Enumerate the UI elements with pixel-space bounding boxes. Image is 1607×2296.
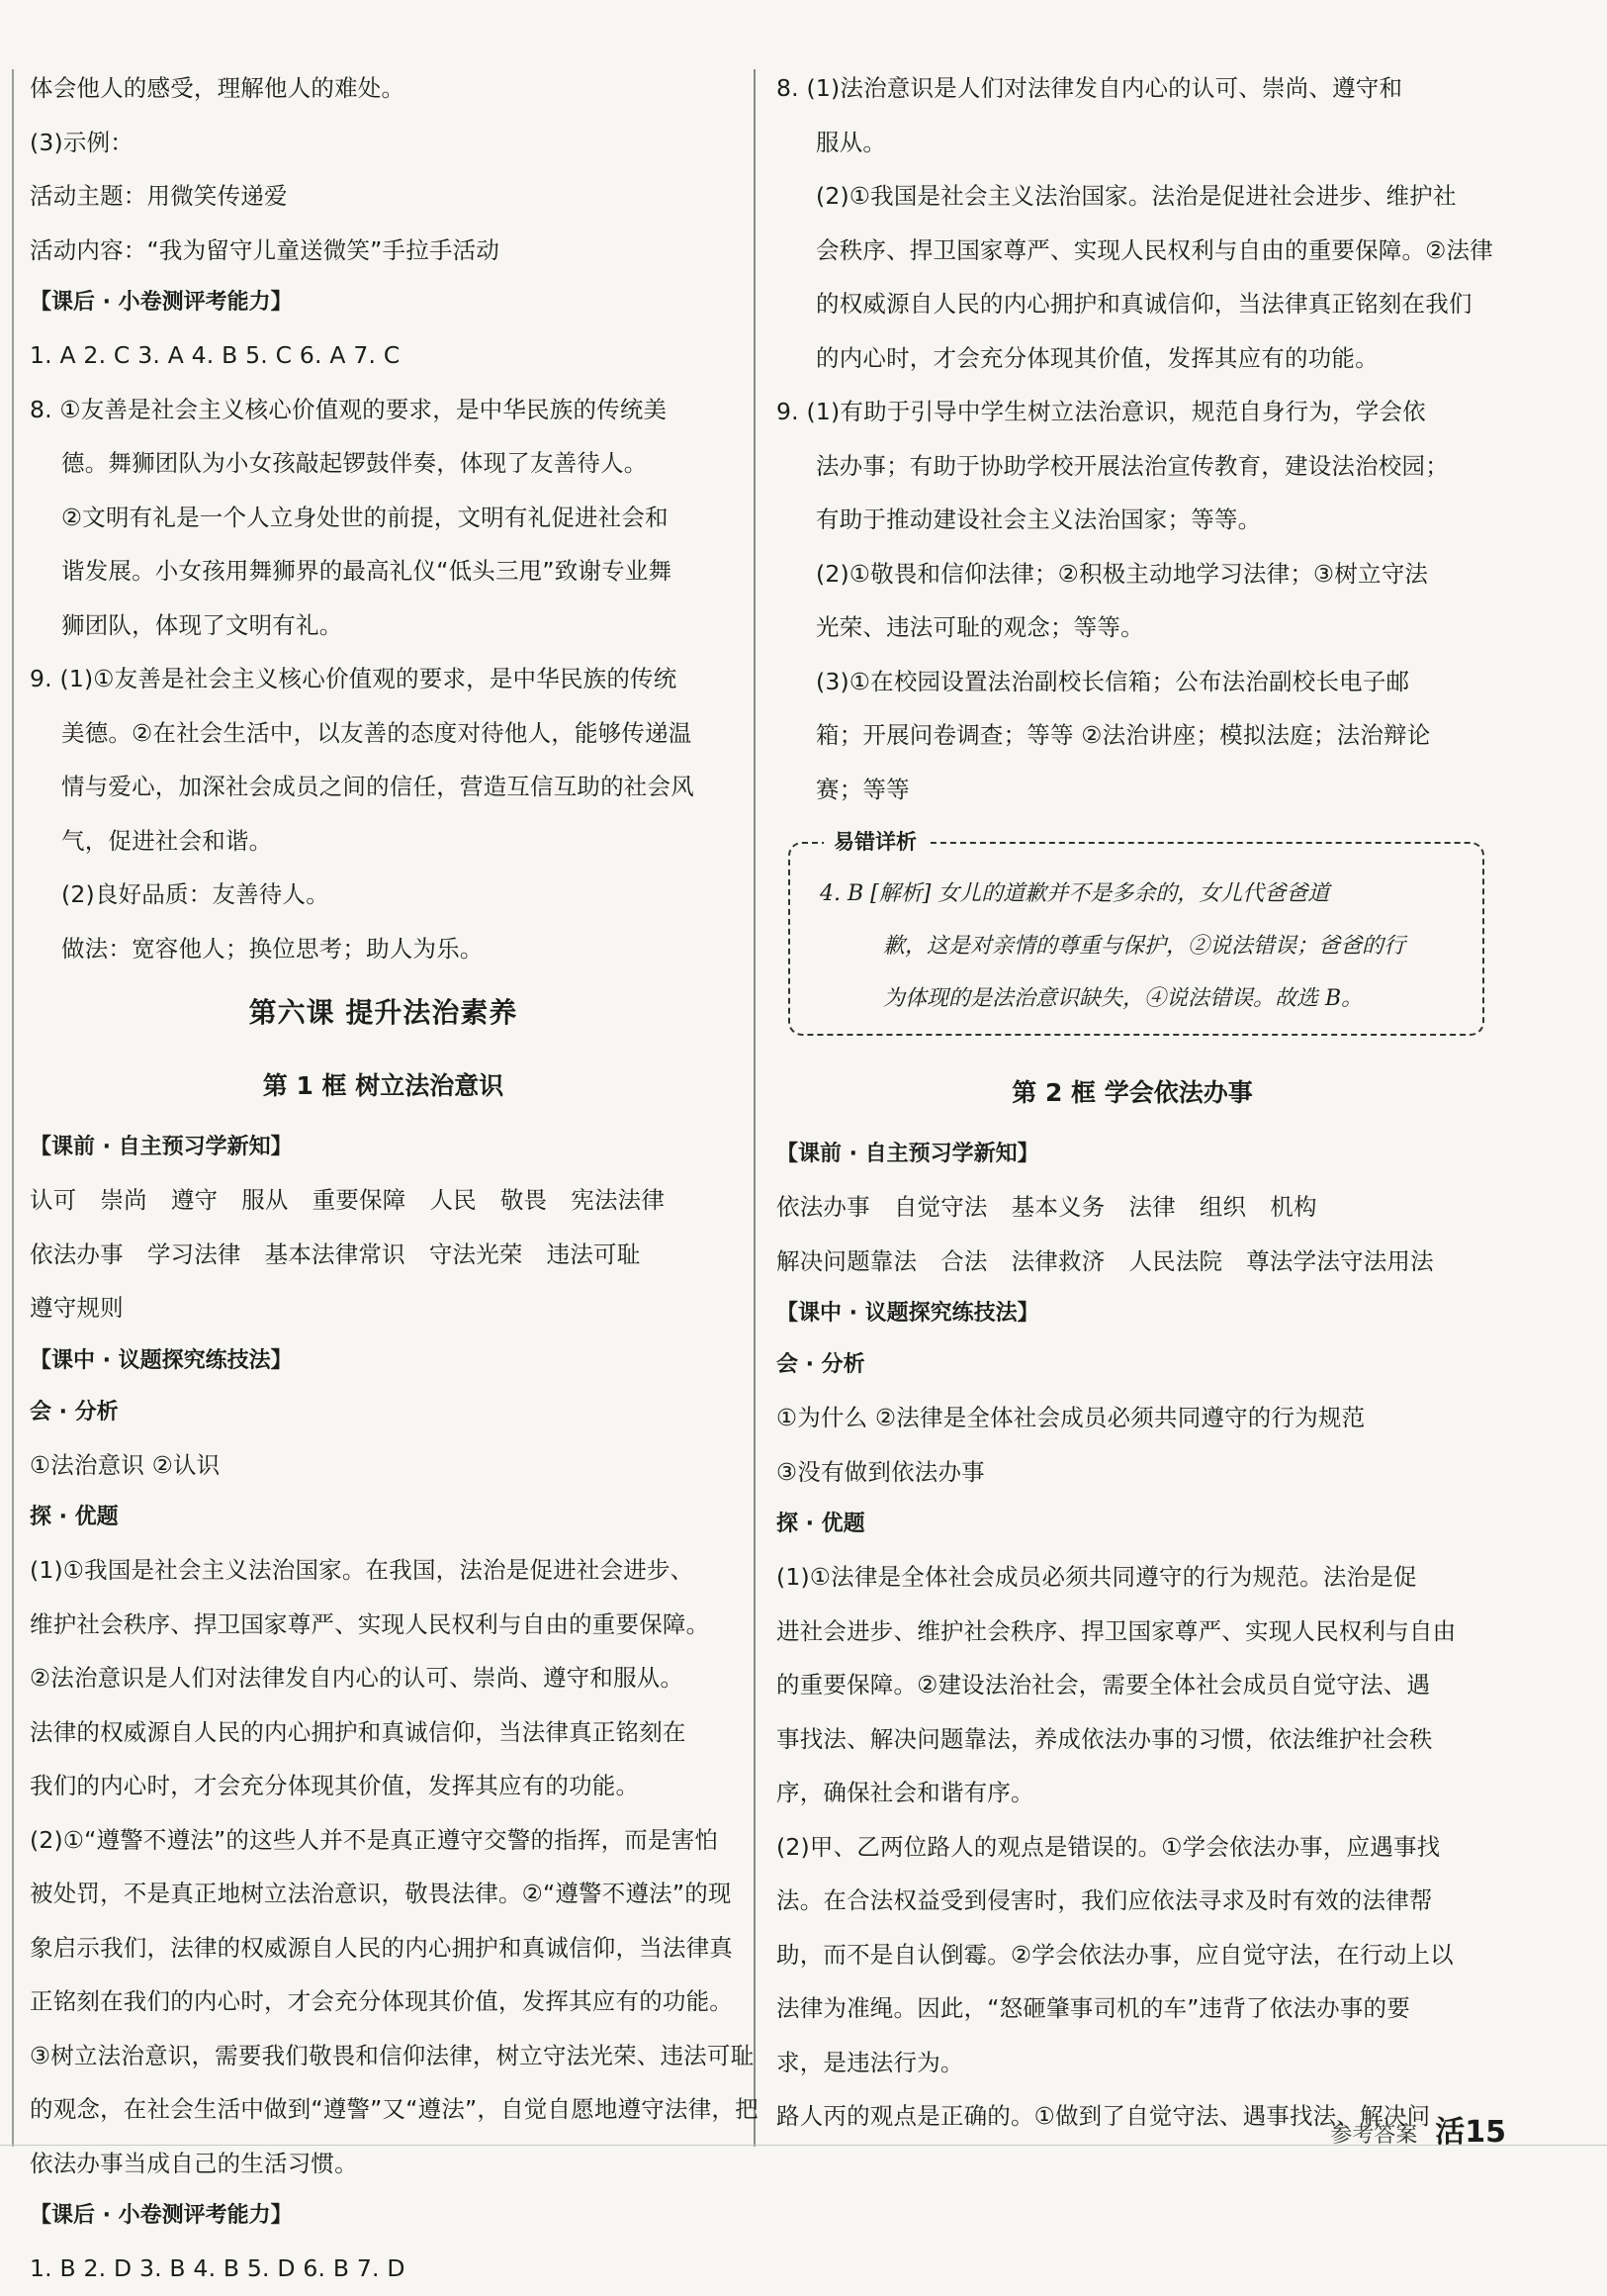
text-line: 8. ①友善是社会主义核心价值观的要求，是中华民族的传统美 [30, 395, 668, 423]
keyword: 认可 [30, 1186, 77, 1214]
text-line: 的内心时，才会充分体现其价值，发挥其应有的功能。 [816, 343, 1379, 372]
subsection-heading: 探 · 优题 [30, 1505, 119, 1529]
text-line: 象启示我们，法律的权威源自人民的内心拥护和真诚信仰，当法律真 [30, 1933, 733, 1962]
text-line: ②文明有礼是一个人立身处世的前提，文明有礼促进社会和 [61, 503, 669, 531]
keyword-row [30, 1173, 737, 1228]
text-line: 德。舞狮团队为小女孩敲起锣鼓伴奏，体现了友善待人。 [61, 449, 648, 477]
text-line: (2)良好品质：友善待人。 [61, 880, 329, 908]
text-line: 事找法、解决问题靠法，养成依法办事的习惯，依法维护社会秩 [776, 1724, 1433, 1753]
text-line: 的权威源自人民的内心拥护和真诚信仰，当法律真正铭刻在我们 [816, 290, 1473, 318]
keyword: 尊法学法守法用法 [1246, 1246, 1434, 1275]
section-heading: 【课后 · 小卷测评考能力】 [30, 290, 293, 315]
text-line: 依法办事当成自己的生活习惯。 [30, 2149, 358, 2177]
text-line: 狮团队，体现了文明有礼。 [61, 610, 343, 639]
frame-title: 第 1 框 树立法治意识 [262, 1071, 504, 1100]
left-column [30, 61, 759, 2296]
keyword: 重要保障 [312, 1186, 406, 1214]
text-line: 正铭刻在我们的内心时，才会充分体现其价值，发挥其应有的功能。 [30, 1987, 733, 2015]
text-line: (1)①我国是社会主义法治国家。在我国，法治是促进社会进步、 [30, 1556, 694, 1584]
answer-key: 1. B 2. D 3. B 4. B 5. D 6. B 7. D [30, 2254, 405, 2282]
text-line: ③没有做到依法办事 [776, 1457, 985, 1486]
text-line: 9. (1)有助于引导中学生树立法治意识，规范自身行为，学会依 [776, 398, 1426, 425]
text-line: 赛；等等 [816, 775, 910, 803]
text-line: 活动主题：用微笑传递爱 [30, 182, 288, 210]
keyword: 基本义务 [1011, 1193, 1106, 1221]
error-analysis-line: 4. B [解析] 女儿的道歉并不是多余的，女儿代爸爸道 [820, 881, 1330, 906]
answer-key: 1. A 2. C 3. A 4. B 5. C 6. A 7. C [30, 341, 401, 369]
keyword: 法律 [1128, 1193, 1176, 1221]
keyword: 敬畏 [499, 1186, 548, 1214]
keyword: 服从 [241, 1186, 289, 1214]
page-number: 活15 [1435, 2115, 1506, 2150]
keyword: 守法光荣 [428, 1240, 523, 1268]
keyword: 合法 [940, 1246, 988, 1275]
text-line: (3)①在校园设置法治副校长信箱；公布法治副校长电子邮 [816, 667, 1410, 695]
keyword: 宪法法律 [571, 1186, 666, 1214]
keyword: 违法可耻 [546, 1240, 641, 1268]
text-line: 有助于推动建设社会主义法治国家；等等。 [816, 505, 1262, 533]
section-heading: 【课后 · 小卷测评考能力】 [30, 2203, 293, 2228]
text-line: 做法：宽容他人；换位思考；助人为乐。 [61, 934, 484, 963]
text-line: 的重要保障。②建设法治社会，需要全体社会成员自觉守法、遇 [776, 1671, 1431, 1699]
text-line: 法。在合法权益受到侵害时，我们应依法寻求及时有效的法律帮 [776, 1886, 1433, 1914]
keyword: 基本法律常识 [264, 1240, 405, 1268]
text-line: ②法治意识是人们对法律发自内心的认可、崇尚、遵守和服从。 [30, 1664, 684, 1692]
text-line: 求，是违法行为。 [776, 2048, 964, 2076]
text-line: ①法治意识 ②认识 [30, 1450, 221, 1479]
text-line: 情与爱心，加深社会成员之间的信任，营造互信互助的社会风 [61, 773, 694, 800]
keyword: 学习法律 [146, 1240, 241, 1268]
text-line: 活动内容：“我为留守儿童送微笑”手拉手活动 [30, 235, 500, 264]
section-heading: 【课中 · 议题探究练技法】 [30, 1347, 293, 1373]
keyword: 遵守 [170, 1186, 219, 1214]
text-line: 谐发展。小女孩用舞狮界的最高礼仪“低头三甩”致谢专业舞 [61, 557, 672, 585]
keyword-row [30, 1228, 737, 1282]
section-heading: 【课前 · 自主预习学新知】 [776, 1142, 1039, 1166]
text-line: ③树立法治意识，需要我们敬畏和信仰法律，树立守法光荣、违法可耻 [30, 2041, 755, 2069]
subsection-heading: 会 · 分析 [30, 1399, 119, 1424]
frame-title: 第 2 框 学会依法办事 [1012, 1078, 1253, 1107]
text-line: 服从。 [816, 128, 887, 156]
lesson-title: 第六课 提升法治素养 [248, 996, 518, 1029]
text-line: 法律的权威源自人民的内心拥护和真诚信仰，当法律真正铭刻在 [30, 1717, 686, 1746]
text-line: (2)①敬畏和信仰法律；②积极主动地学习法律；③树立守法 [816, 559, 1429, 588]
text-line: ①为什么 ②法律是全体社会成员必须共同遵守的行为规范 [776, 1404, 1366, 1431]
error-analysis-line: 为体现的是法治意识缺失，④说法错误。故选 B。 [883, 986, 1364, 1011]
text-line: 气，促进社会和谐。 [61, 826, 273, 855]
text-line: 维护社会秩序、捍卫国家尊严、实现人民权利与自由的重要保障。 [30, 1609, 710, 1638]
keyword: 依法办事 [30, 1240, 124, 1268]
footer-label: 参考答案 [1330, 2123, 1418, 2148]
text-line: 助，而不是自认倒霉。②学会依法办事，应自觉守法，在行动上以 [776, 1940, 1454, 1969]
keyword: 解决问题靠法 [776, 1246, 918, 1275]
error-analysis-box [788, 830, 1484, 1036]
text-line: 美德。②在社会生活中，以友善的态度对待他人，能够传递温 [61, 718, 692, 747]
subsection-heading: 探 · 优题 [776, 1512, 865, 1536]
text-line: 被处罚，不是真正地树立法治意识，敬畏法律。②“遵警不遵法”的现 [30, 1880, 732, 1907]
keyword-row [30, 1281, 737, 1335]
keyword: 机构 [1270, 1193, 1317, 1221]
text-line: 箱；开展问卷调查；等等 ②法治讲座；模拟法庭；法治辩论 [816, 721, 1431, 749]
text-line: (2)①“遵警不遵法”的这些人并不是真正遵守交警的指挥，而是害怕 [30, 1825, 719, 1854]
keyword: 遵守规则 [30, 1294, 124, 1322]
text-line: 序，确保社会和谐有序。 [776, 1779, 1034, 1806]
section-heading: 【课中 · 议题探究练技法】 [776, 1301, 1039, 1326]
text-line: 会秩序、捍卫国家尊严、实现人民权利与自由的重要保障。②法律 [816, 235, 1493, 264]
keyword: 依法办事 [776, 1193, 870, 1221]
text-line: (2)甲、乙两位路人的观点是错误的。①学会依法办事，应遇事找 [776, 1832, 1441, 1861]
section-heading: 【课前 · 自主预习学新知】 [30, 1135, 293, 1159]
keyword: 自觉守法 [893, 1193, 988, 1221]
error-analysis-tag: 易错详析 [824, 826, 927, 856]
keyword: 人民法院 [1128, 1246, 1223, 1275]
keyword: 崇尚 [100, 1186, 147, 1214]
left-margin-rule [12, 69, 14, 2147]
keyword: 组织 [1199, 1193, 1247, 1221]
text-line: (1)①法律是全体社会成员必须共同遵守的行为规范。法治是促 [776, 1563, 1417, 1591]
subsection-heading: 会 · 分析 [776, 1352, 865, 1377]
text-line: 我们的内心时，才会充分体现其价值，发挥其应有的功能。 [30, 1772, 640, 1799]
text-line: 的观念，在社会生活中做到“遵警”又“遵法”，自觉自愿地遵守法律，把 [30, 2095, 759, 2123]
keyword: 法律救济 [1011, 1246, 1106, 1275]
text-line: 9. (1)①友善是社会主义核心价值观的要求，是中华民族的传统 [30, 665, 677, 692]
keyword: 人民 [429, 1186, 477, 1214]
text-line: (3)示例： [30, 128, 134, 156]
column-divider [754, 69, 756, 2147]
text-line: 进社会进步、维护社会秩序、捍卫国家尊严、实现人民权利与自由 [776, 1616, 1457, 1645]
text-line: 光荣、违法可耻的观念；等等。 [816, 613, 1144, 641]
keyword-row [776, 1180, 1488, 1235]
text-line: 法律为准绳。因此，“怒砸肇事司机的车”违背了依法办事的要 [776, 1994, 1410, 2022]
text-line: (2)①我国是社会主义法治国家。法治是促进社会进步、维护社 [816, 182, 1457, 210]
text-line: 路人丙的观点是正确的。①做到了自觉守法、遇事找法、解决问 [776, 2102, 1431, 2130]
right-column [776, 61, 1493, 2144]
text-line: 体会他人的感受，理解他人的难处。 [30, 74, 405, 102]
keyword-row [776, 1235, 1488, 1289]
error-analysis-line: 歉，这是对亲情的尊重与保护，②说法错误；爸爸的行 [883, 934, 1406, 959]
footer-rule [0, 2145, 1607, 2146]
text-line: 8. (1)法治意识是人们对法律发自内心的认可、崇尚、遵守和 [776, 74, 1403, 102]
text-line: 法办事；有助于协助学校开展法治宣传教育，建设法治校园； [816, 451, 1449, 480]
